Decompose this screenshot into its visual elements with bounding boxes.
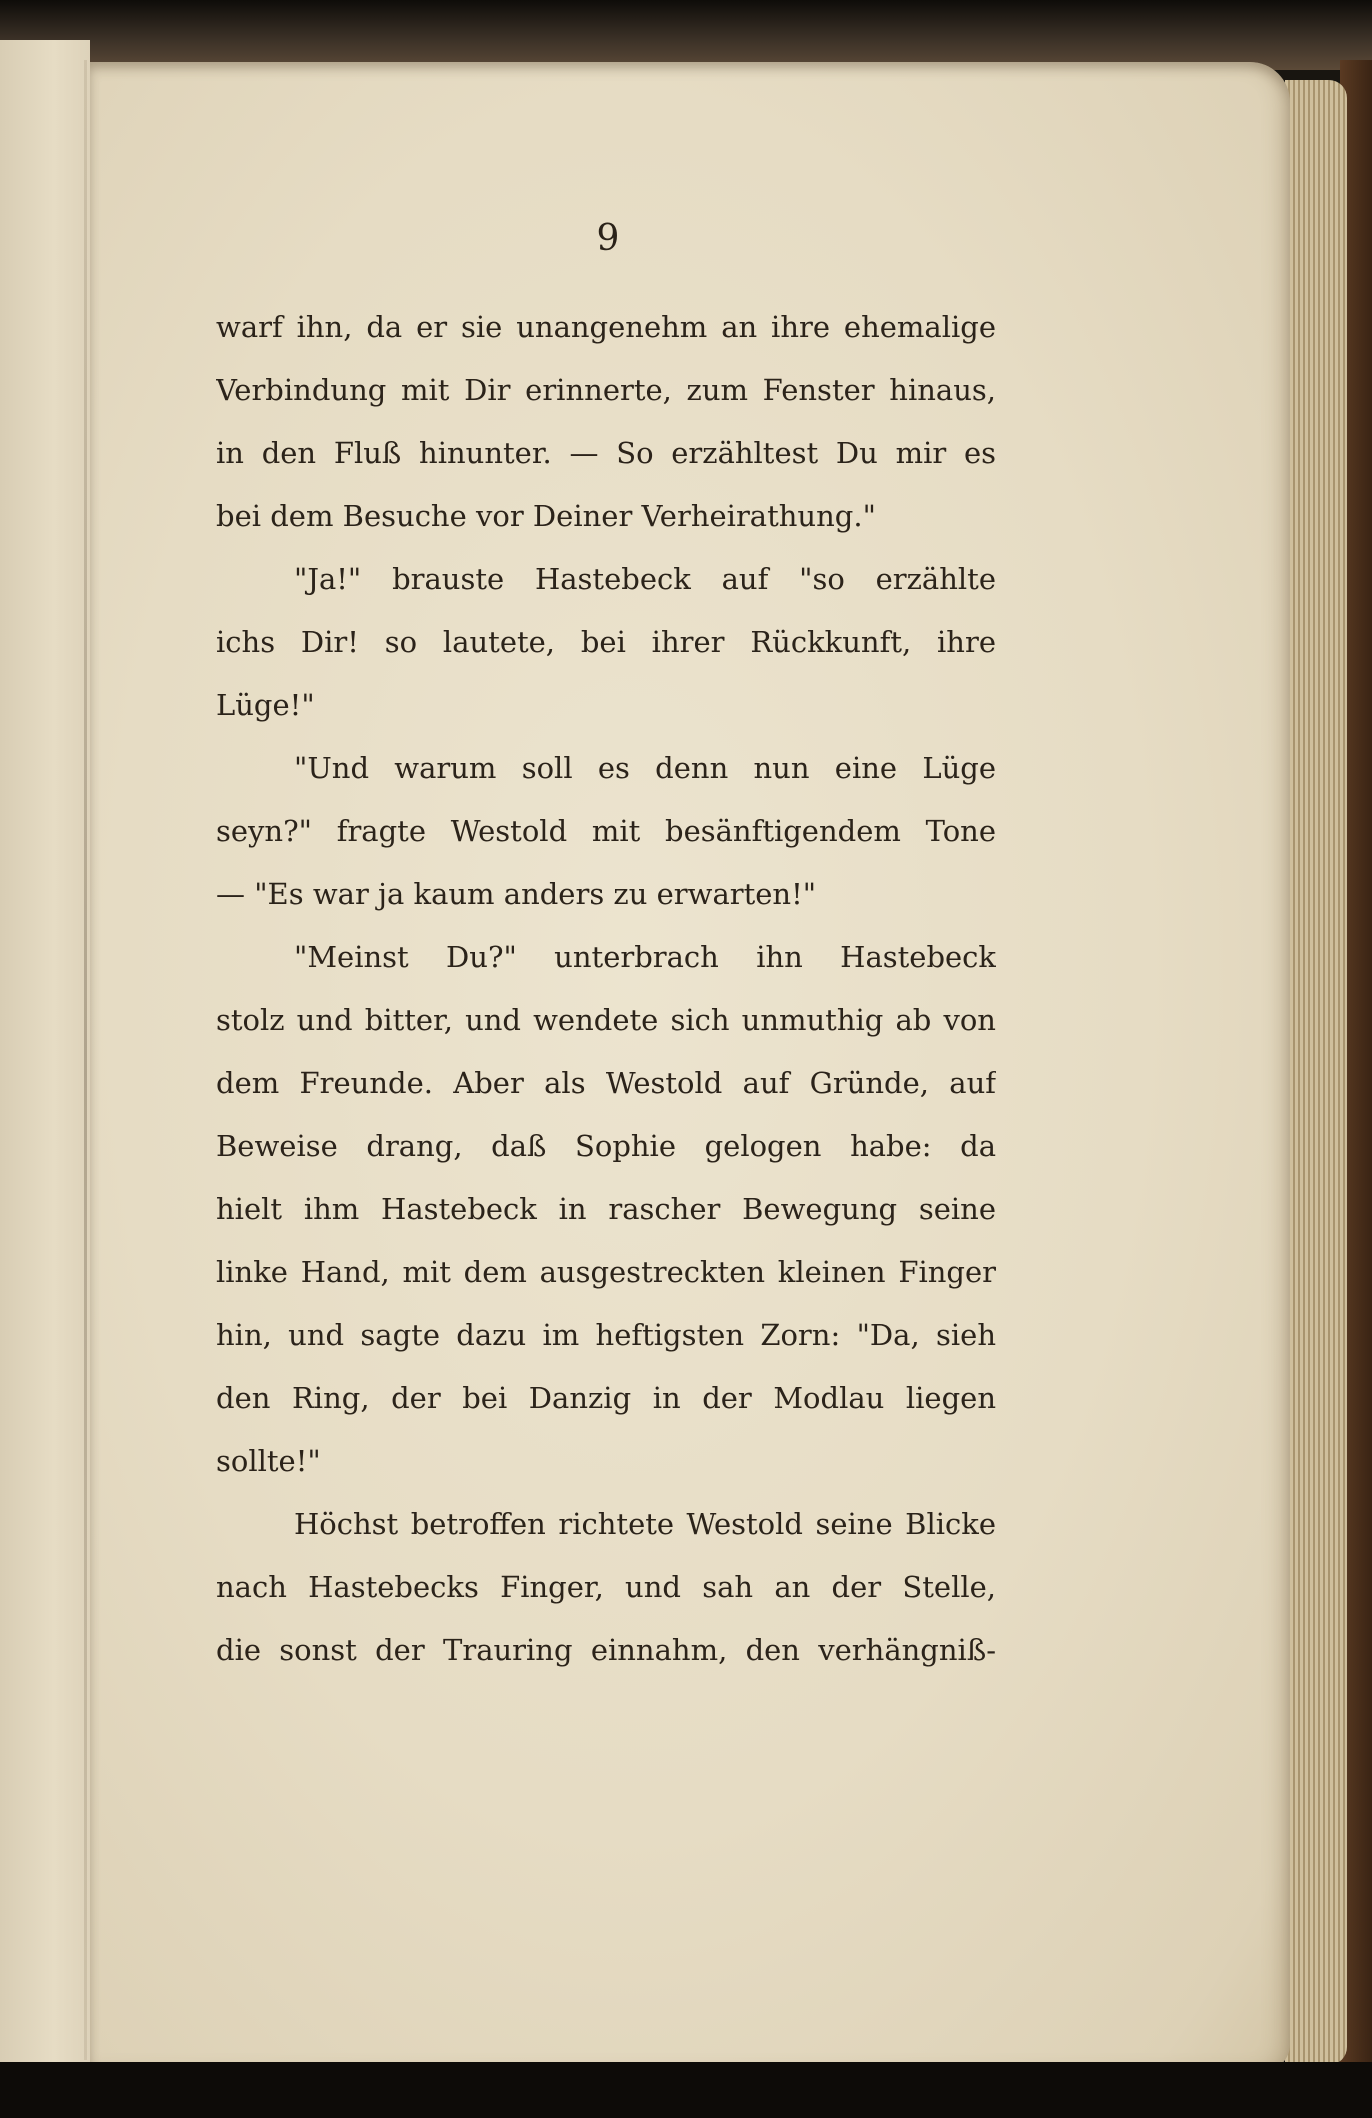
text-line: den Ring, der bei Danzig in der Modlau liegen: [216, 1381, 996, 1415]
text-line: stolz und bitter, und wendete sich unmuthig ab von: [216, 1003, 996, 1037]
text-line: warf ihn, da er sie unangenehm an ihre ehemalige: [216, 310, 996, 344]
text-line: nach Hastebecks Finger, und sah an der Stelle,: [216, 1570, 996, 1604]
text-line: dem Freunde. Aber als Westold auf Gründe, auf: [216, 1066, 996, 1100]
text-line: Lüge!": [216, 688, 315, 722]
text-line: sollte!": [216, 1444, 321, 1478]
book-binding: [0, 40, 90, 2070]
text-line: hin, und sagte dazu im heftigsten Zorn: "Da, sieh: [216, 1318, 996, 1352]
text-line: seyn?" fragte Westold mit besänftigendem Tone: [216, 814, 996, 848]
gutter-shadow: [84, 60, 87, 2060]
text-line: — "Es war ja kaum anders zu erwarten!": [216, 877, 817, 911]
page-stack: [1285, 80, 1347, 2065]
book-top-edge: [0, 0, 1372, 70]
book-bottom-edge: [0, 2062, 1372, 2118]
text-line: ichs Dir! so lautete, bei ihrer Rückkunft, ihre: [216, 625, 996, 659]
text-line: Verbindung mit Dir erinnerte, zum Fenster hinaus,: [216, 373, 996, 407]
text-line: die sonst der Trauring einnahm, den verhängniß-: [216, 1633, 996, 1667]
text-line: bei dem Besuche vor Deiner Verheirathung.": [216, 499, 876, 533]
text-line: in den Fluß hinunter. — So erzähltest Du mir es: [216, 436, 996, 470]
page-number: 9: [596, 218, 620, 259]
text-line: Höchst betroffen richtete Westold seine Blicke: [294, 1507, 996, 1541]
text-line: linke Hand, mit dem ausgestreckten kleinen Finger: [216, 1255, 996, 1289]
text-line: "Meinst Du?" unterbrach ihn Hastebeck: [294, 940, 996, 974]
text-line: Beweise drang, daß Sophie gelogen habe: da: [216, 1129, 996, 1163]
text-line: "Und warum soll es denn nun eine Lüge: [294, 751, 996, 785]
text-line: "Ja!" brauste Hastebeck auf "so erzählte: [294, 562, 996, 596]
body-text: [216, 296, 996, 1682]
text-line: hielt ihm Hastebeck in rascher Bewegung seine: [216, 1192, 996, 1226]
